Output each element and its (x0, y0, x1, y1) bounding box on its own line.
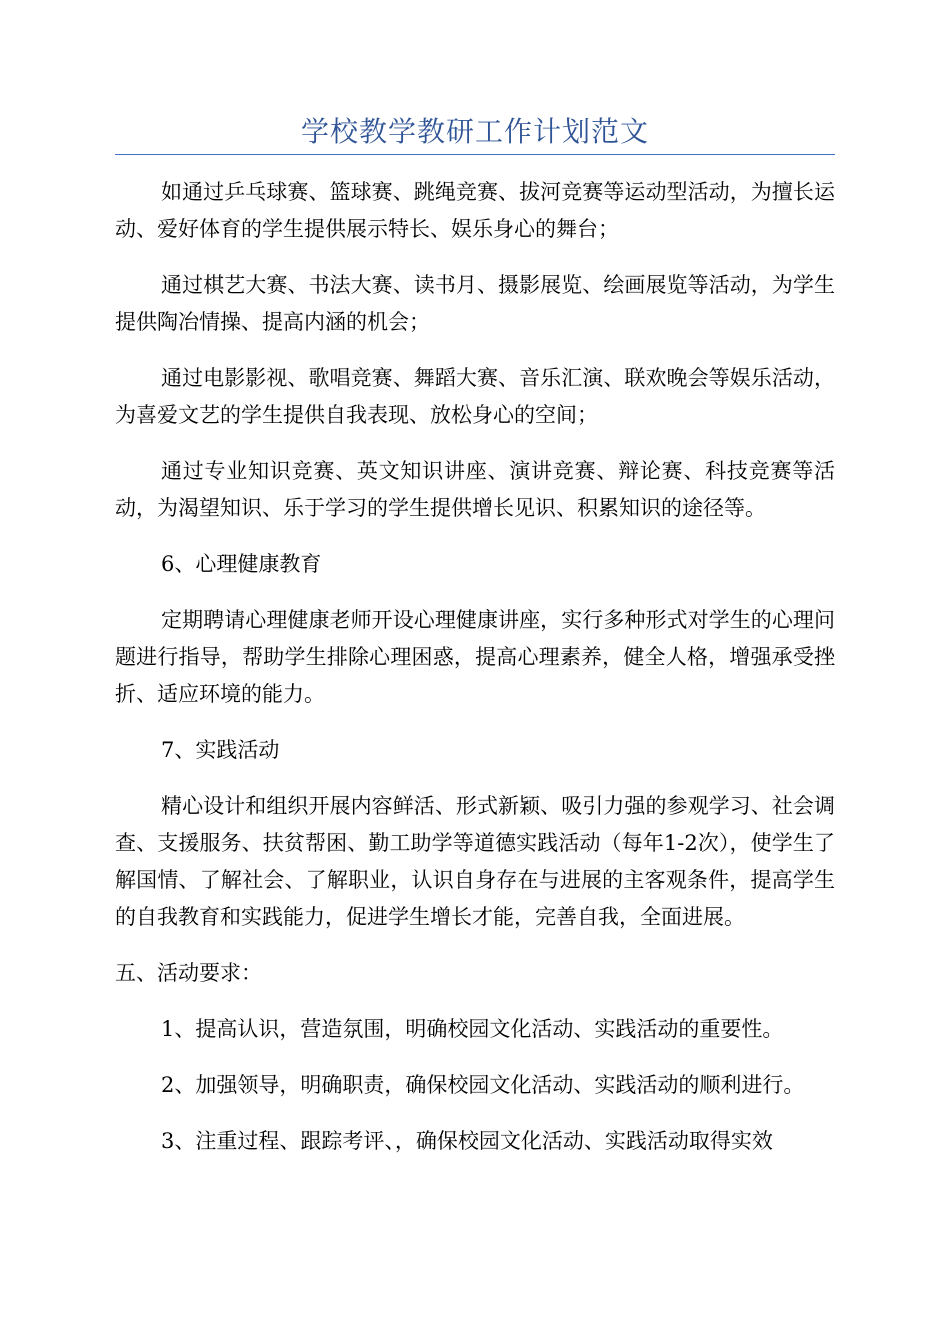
requirement-item-1: 1、提高认识，营造氛围，明确校园文化活动、实践活动的重要性。 (161, 1017, 784, 1041)
requirement-item-3: 3、注重过程、跟踪考评、，确保校园文化活动、实践活动取得实效 (161, 1129, 773, 1153)
section-heading-requirements: 五、活动要求： (115, 961, 262, 985)
section-heading-practice: 7、实践活动 (161, 738, 280, 762)
paragraph-knowledge-activities: 通过专业知识竞赛、英文知识讲座、演讲竞赛、辩论赛、科技竞赛等活动，为渴望知识、乐于学习的学生提供增长见识、积累知识的途径等。 (115, 459, 835, 520)
section-heading-mental-health: 6、心理健康教育 (161, 552, 322, 576)
paragraph-entertainment-activities: 通过电影影视、歌唱竞赛、舞蹈大赛、音乐汇演、联欢晚会等娱乐活动，为喜爱文艺的学生提供自我表现、放松身心的空间； (115, 366, 835, 427)
document-body (115, 174, 835, 1179)
paragraph-sports-activities: 如通过乒乓球赛、篮球赛、跳绳竞赛、拔河竞赛等运动型活动，为擅长运动、爱好体育的学生提供展示特长、娱乐身心的舞台； (115, 180, 835, 241)
title-underline (115, 154, 835, 155)
paragraph-practice: 精心设计和组织开展内容鲜活、形式新颖、吸引力强的参观学习、社会调查、支援服务、扶贫帮困、勤工助学等道德实践活动（每年1-2次），使学生了解国情、了解社会、了解职业，认识自身存在与进展的主客观条件，提高学生的自我教育和实践能力，促进学生增长才能，完善自我，全面进展。 (115, 794, 835, 929)
paragraph-mental-health: 定期聘请心理健康老师开设心理健康讲座，实行多种形式对学生的心理问题进行指导，帮助学生排除心理困惑，提高心理素养，健全人格，增强承受挫折、适应环境的能力。 (115, 608, 835, 706)
paragraph-arts-activities: 通过棋艺大赛、书法大赛、读书月、摄影展览、绘画展览等活动，为学生提供陶冶情操、提高内涵的机会； (115, 273, 835, 334)
document-title: 学校教学教研工作计划范文 (300, 115, 649, 148)
requirement-item-2: 2、加强领导，明确职责，确保校园文化活动、实践活动的顺利进行。 (161, 1073, 805, 1097)
